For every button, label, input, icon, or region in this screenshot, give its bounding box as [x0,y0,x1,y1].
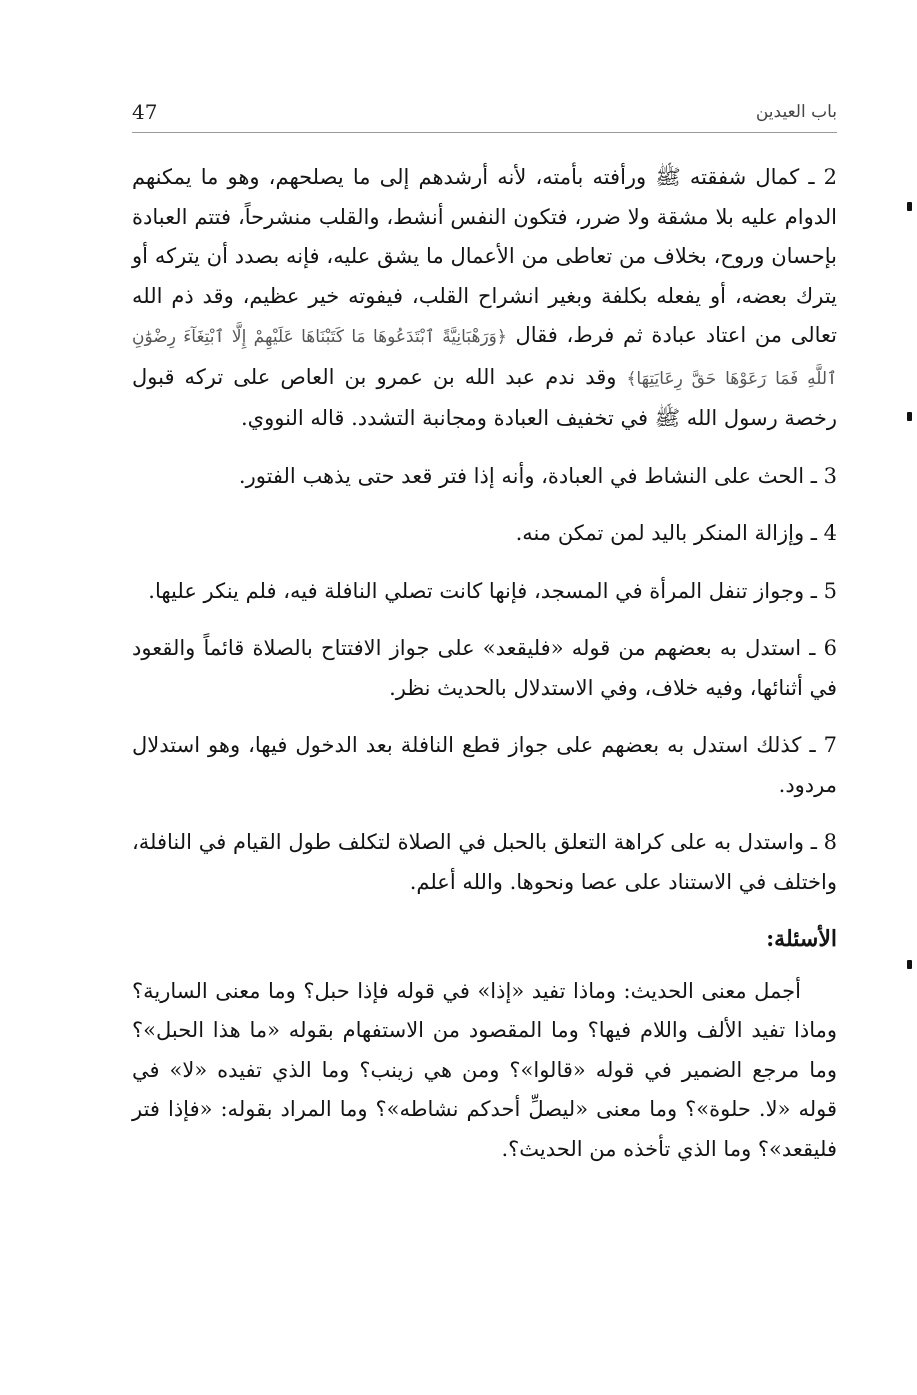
page-header [132,96,837,133]
paragraph-2 [132,158,837,439]
paragraph-8: 8 ـ واستدل به على كراهة التعلق بالحبل في الصلاة لتكلف طول القيام في النافلة، واختلف في الاستناد على عصا ونحوها. والله أعلم. [132,830,837,894]
page-body [132,158,837,1169]
paragraph-2-text: 2 ـ كمال شفقته ﷺ ورأفته بأمته، لأنه أرشدهم إلى ما يصلحهم، وهو ما يمكنهم الدوام عليه بلا مشقة ولا ضرر، فتكون النفس أنشط، والقلب منشرحاً، فتتم العبادة بإحسان وروح، بخلاف من تعاطى من الأعمال ما يشق عليه، فإنه بصدد أن يتركه أو يترك بعضه، أو يفعله بكلفة وبغير انشراح القلب، فيفوته خير عظيم، وقد ذم الله تعالى من اعتاد عبادة ثم فرط، فقال [132,165,837,347]
margin-mark [907,412,912,421]
margin-mark [907,960,912,969]
paragraph-4: 4 ـ وإزالة المنكر باليد لمن تمكن منه. [515,521,837,545]
questions-heading: الأسئلة: [766,926,837,952]
page-number: 47 [132,100,158,124]
questions-text: أجمل معنى الحديث: وماذا تفيد «إذا» في قوله فإذا حبل؟ وما معنى السارية؟ وماذا تفيد الألف واللام فيها؟ وما المقصود من الاستفهام بقوله «ما هذا الحبل»؟ وما مرجع الضمير في قوله «قالوا»؟ ومن هي زينب؟ وما الذي تفيده «لا» في قوله «لا. حلوة»؟ وما معنى «ليصلِّ أحدكم نشاطه»؟ وما المراد بقوله: «فإذا فتر فليقعد»؟ وما الذي تأخذه من الحديث؟. [132,978,837,1161]
margin-mark [907,202,912,211]
running-title: باب العيدين [755,102,837,122]
paragraph-2-text-after: وقد ندم عبد الله بن عمرو بن العاص على تركه قبول رخصة رسول الله ﷺ في تخفيف العبادة ومجانبة التشدد. قاله النووي. [132,364,837,430]
paragraph-5: 5 ـ وجواز تنفل المرأة في المسجد، فإنها كانت تصلي النافلة فيه، فلم ينكر عليها. [148,578,837,603]
paragraph-7: 7 ـ كذلك استدل به بعضهم على جواز قطع النافلة بعد الدخول فيها، وهو استدلال مردود. [132,733,837,797]
quran-verse: ﴿وَرَهْبَانِيَّةً ٱبْتَدَعُوهَا مَا كَتَبْنَاهَا عَلَيْهِمْ إِلَّا ٱبْتِغَآءَ رِضْوَٰنِ ٱللَّهِ فَمَا رَعَوْهَا حَقَّ رِعَايَتِهَا﴾ [132,327,837,389]
paragraph-3: 3 ـ الحث على النشاط في العبادة، وأنه إذا فتر قعد حتى يذهب الفتور. [238,463,837,488]
paragraph-6: 6 ـ استدل به بعضهم من قوله «فليقعد» على جواز الافتتاح بالصلاة قائماً والقعود في أثنائها، وفيه خلاف، وفي الاستدلال بالحديث نظر. [132,636,837,700]
